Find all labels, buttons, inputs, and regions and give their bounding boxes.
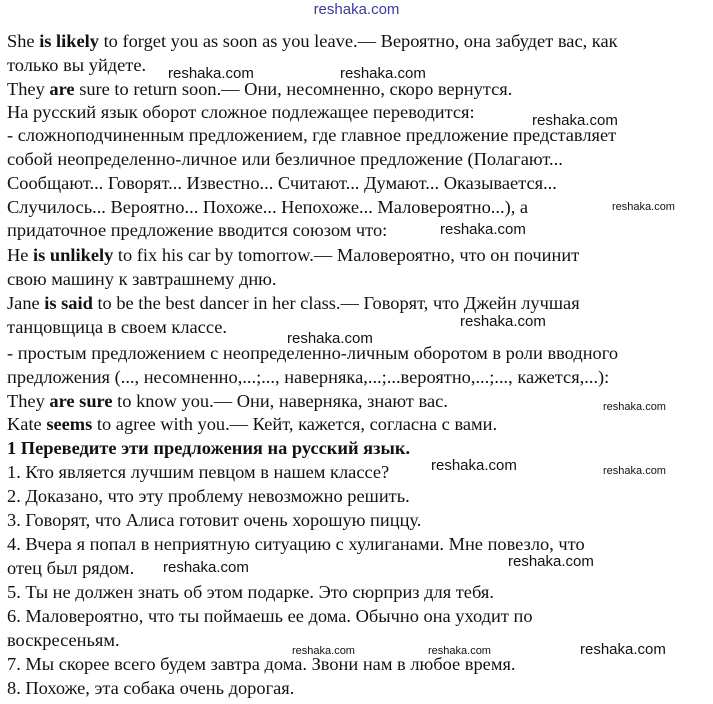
- exercise-item: 5. Ты не должен знать об этом подарке. Это сюрприз для тебя.: [7, 582, 494, 602]
- text: He: [7, 245, 34, 265]
- exercise-item: 4. Вчера я попал в неприятную ситуацию с хулиганами. Мне повезло, что: [7, 534, 585, 554]
- watermark: reshaka.com: [508, 553, 594, 570]
- text: She: [7, 31, 40, 51]
- text: Kate: [7, 414, 47, 434]
- text: to agree with you.— Кейт, кажется, согласна с вами.: [92, 414, 498, 434]
- text: to know you.— Они, наверняка, знают вас.: [112, 391, 448, 411]
- exercise-item: воскресеньям.: [7, 630, 120, 650]
- text: They: [7, 391, 50, 411]
- text-line: На русский язык оборот сложное подлежащее переводится:: [7, 102, 475, 122]
- text-line: - простым предложением с неопределенно-личным оборотом в роли вводного: [7, 343, 619, 363]
- watermark: reshaka.com: [287, 330, 373, 347]
- text: to be the best dancer in her class.— Говорят, что Джейн лучшая: [92, 293, 580, 313]
- bold-phrase: is likely: [39, 31, 99, 51]
- text-line: - сложноподчиненным предложением, где главное предложение представляет: [7, 125, 617, 145]
- exercise-heading: 1 Переведите эти предложения на русский язык.: [7, 438, 411, 458]
- watermark: reshaka.com: [603, 401, 666, 413]
- example-line: [7, 30, 618, 53]
- watermark: reshaka.com: [440, 221, 526, 238]
- watermark: reshaka.com: [163, 559, 249, 576]
- watermark: reshaka.com: [292, 645, 355, 657]
- text: to forget you as soon as you leave.— Вероятно, она забудет вас, как: [98, 31, 618, 51]
- text: to fix his car by tomorrow.— Маловероятно, что он починит: [113, 245, 580, 265]
- exercise-item: 8. Похоже, эта собака очень дорогая.: [7, 678, 295, 698]
- text-line: Сообщают... Говорят... Известно... Считают... Думают... Оказывается...: [7, 173, 557, 193]
- example-line: [7, 390, 448, 413]
- watermark: reshaka.com: [428, 645, 491, 657]
- text-line: свою машину к завтрашнему дню.: [7, 269, 277, 289]
- bold-phrase: are: [49, 79, 75, 99]
- exercise-item: 6. Маловероятно, что ты поймаешь ее дома. Обычно она уходит по: [7, 606, 533, 626]
- exercise-item: 2. Доказано, что эту проблему невозможно решить.: [7, 486, 410, 506]
- bold-phrase: are sure: [49, 391, 113, 411]
- bold-phrase: is said: [44, 293, 93, 313]
- example-line: [7, 244, 579, 267]
- text-line: танцовщица в своем классе.: [7, 317, 227, 337]
- text-line: только вы уйдете.: [7, 55, 147, 75]
- watermark: reshaka.com: [168, 65, 254, 82]
- text-line: придаточное предложение вводится союзом что:: [7, 220, 388, 240]
- exercise-item: 7. Мы скорее всего будем завтра дома. Звони нам в любое время.: [7, 654, 516, 674]
- watermark: reshaka.com: [580, 641, 666, 658]
- text: sure to return soon.— Они, несомненно, скоро вернутся.: [74, 79, 513, 99]
- example-line: [7, 413, 497, 436]
- text: They: [7, 79, 50, 99]
- bold-phrase: seems: [46, 414, 93, 434]
- watermark: reshaka.com: [431, 457, 517, 474]
- site-watermark: reshaka.com: [313, 1, 400, 18]
- text: Jane: [7, 293, 45, 313]
- watermark: reshaka.com: [460, 313, 546, 330]
- example-line: [7, 292, 580, 315]
- exercise-item: 1. Кто является лучшим певцом в нашем классе?: [7, 462, 390, 482]
- text-line: собой неопределенно-личное или безличное предложение (Полагают...: [7, 149, 563, 169]
- watermark: reshaka.com: [340, 65, 426, 82]
- exercise-item: отец был рядом.: [7, 558, 135, 578]
- watermark: reshaka.com: [612, 201, 675, 213]
- text-line: предложения (..., несомненно,...;..., наверняка,...;...вероятно,...;..., кажется,...):: [7, 367, 610, 387]
- watermark: reshaka.com: [532, 112, 618, 129]
- watermark: reshaka.com: [603, 465, 666, 477]
- example-line: [7, 78, 512, 101]
- text-line: Случилось... Вероятно... Похоже... Непохоже... Маловероятно...), а: [7, 197, 529, 217]
- exercise-item: 3. Говорят, что Алиса готовит очень хорошую пиццу.: [7, 510, 422, 530]
- bold-phrase: is unlikely: [33, 245, 114, 265]
